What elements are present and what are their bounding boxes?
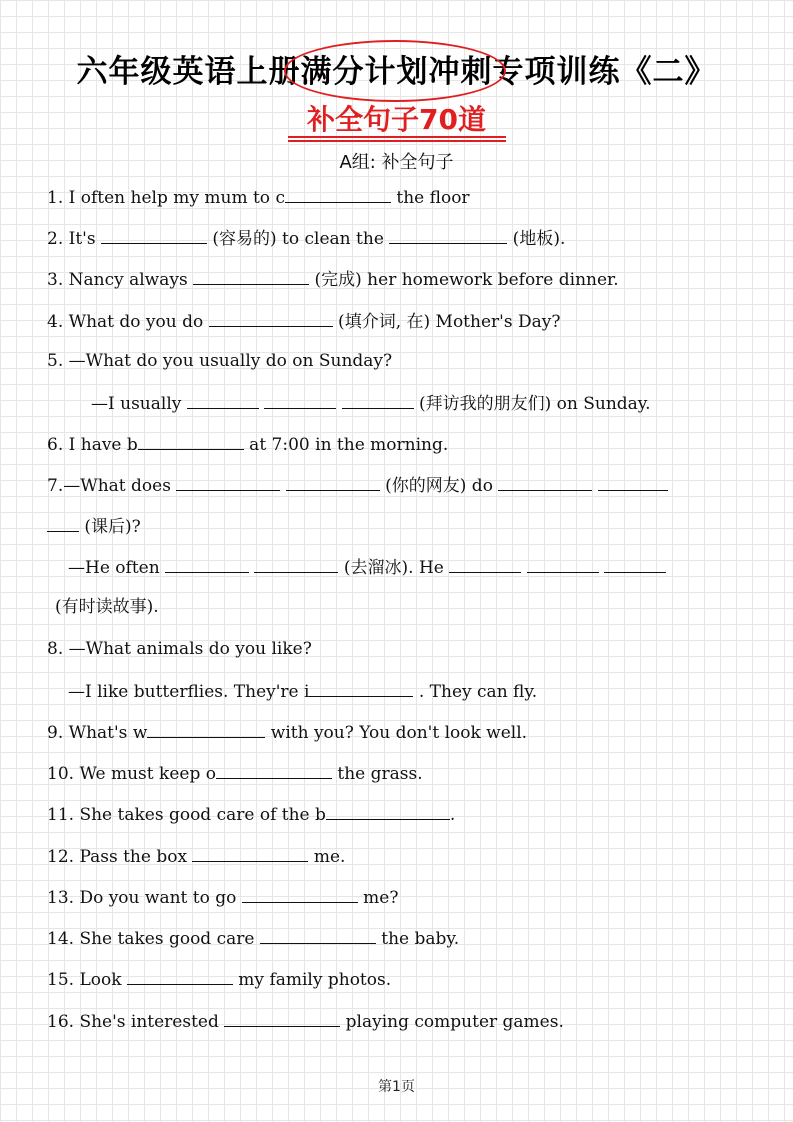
answer-blank[interactable] xyxy=(192,843,308,862)
question-4: 4. What do you do (填介词, 在) Mother's Day? xyxy=(47,308,560,334)
question-2: 2. It's (容易的) to clean the (地板). xyxy=(47,225,565,251)
highlight-circle xyxy=(284,40,506,102)
answer-blank[interactable] xyxy=(193,266,309,285)
question-8: 8. —What animals do you like? xyxy=(47,639,312,659)
subtitle-underline-2 xyxy=(288,140,506,142)
answer-blank[interactable] xyxy=(342,390,414,409)
answer-blank[interactable] xyxy=(264,390,336,409)
question-7-cont: (课后)? xyxy=(47,513,141,539)
answer-blank[interactable] xyxy=(527,554,599,573)
page-number: 第1页 xyxy=(378,1079,415,1095)
answer-blank[interactable] xyxy=(47,513,79,532)
answer-blank[interactable] xyxy=(260,925,376,944)
answer-blank[interactable] xyxy=(224,1008,340,1027)
question-14: 14. She takes good care the baby. xyxy=(47,925,459,951)
answer-blank[interactable] xyxy=(209,308,333,327)
question-7-answer: —He often (去溜冰). He xyxy=(68,554,666,580)
answer-blank[interactable] xyxy=(176,472,280,491)
question-7: 7.—What does (你的网友) do xyxy=(47,472,668,498)
question-13: 13. Do you want to go me? xyxy=(47,884,398,910)
question-12: 12. Pass the box me. xyxy=(47,843,345,869)
question-10: 10. We must keep o the grass. xyxy=(47,760,423,786)
question-8-answer: —I like butterflies. They're i . They can fly. xyxy=(68,678,537,704)
answer-blank[interactable] xyxy=(449,554,521,573)
answer-blank[interactable] xyxy=(498,472,592,491)
answer-blank[interactable] xyxy=(138,431,244,450)
answer-blank[interactable] xyxy=(326,801,450,820)
answer-blank[interactable] xyxy=(127,966,233,985)
answer-blank[interactable] xyxy=(598,472,668,491)
answer-blank[interactable] xyxy=(242,884,358,903)
answer-blank[interactable] xyxy=(285,184,391,203)
question-11: 11. She takes good care of the b . xyxy=(47,801,455,827)
answer-blank[interactable] xyxy=(604,554,666,573)
answer-blank[interactable] xyxy=(147,719,265,738)
question-7-cont-2: (有时读故事). xyxy=(55,597,159,617)
page-subtitle: 补全句子70道 xyxy=(307,103,486,136)
section-heading: A组: 补全句子 xyxy=(339,152,454,173)
answer-blank[interactable] xyxy=(254,554,338,573)
answer-blank[interactable] xyxy=(101,225,207,244)
question-5-answer: —I usually (拜访我的朋友们) on Sunday. xyxy=(91,390,651,416)
page-title: 六年级英语上册满分计划冲刺专项训练《二》 xyxy=(76,54,717,90)
question-9: 9. What's w with you? You don't look well. xyxy=(47,719,527,745)
answer-blank[interactable] xyxy=(187,390,259,409)
subtitle-underline-1 xyxy=(288,136,506,138)
question-5: 5. —What do you usually do on Sunday? xyxy=(47,351,393,371)
answer-blank[interactable] xyxy=(165,554,249,573)
answer-blank[interactable] xyxy=(389,225,507,244)
question-1: 1. I often help my mum to c the floor xyxy=(47,184,470,210)
question-15: 15. Look my family photos. xyxy=(47,966,391,992)
answer-blank[interactable] xyxy=(286,472,380,491)
answer-blank[interactable] xyxy=(309,678,413,697)
question-3: 3. Nancy always (完成) her homework before dinner. xyxy=(47,266,619,292)
question-16: 16. She's interested playing computer games. xyxy=(47,1008,564,1034)
question-6: 6. I have b at 7:00 in the morning. xyxy=(47,431,448,457)
answer-blank[interactable] xyxy=(216,760,332,779)
